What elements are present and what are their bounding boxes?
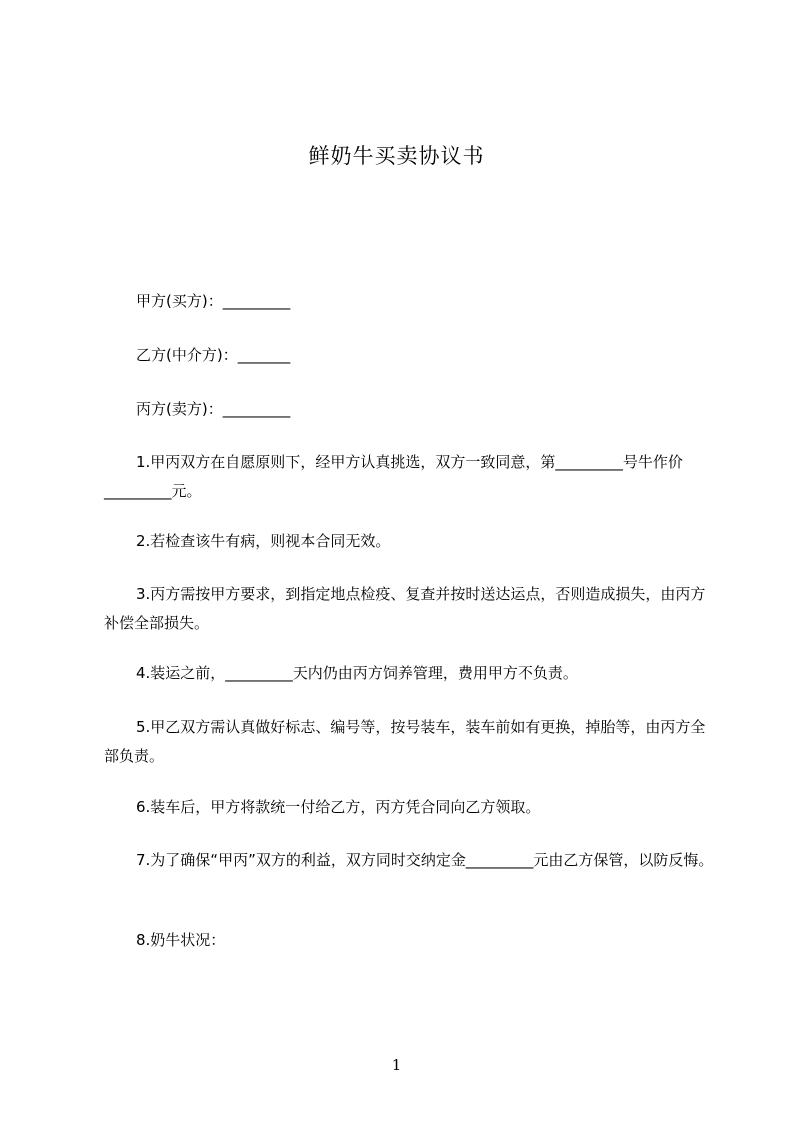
page-number: 1 xyxy=(391,1056,402,1074)
clause-7: 7.为了确保“甲丙”双方的利益，双方同时交纳定金_________元由乙方保管，以防反悔。 xyxy=(136,851,714,869)
party-intermediary: 乙方(中介方)：_______ xyxy=(136,346,291,364)
clause-6: 6.装车后，甲方将款统一付给乙方，丙方凭合同向乙方领取。 xyxy=(136,798,541,816)
document-title: 鲜奶牛买卖协议书 xyxy=(308,144,485,168)
party-buyer: 甲方(买方)：_________ xyxy=(136,292,291,310)
clause-1: 1.甲丙双方在自愿原则下，经甲方认真挑选，双方一致同意，第_________号牛作价_________元。 xyxy=(104,453,683,500)
clause-5: 5.甲乙双方需认真做好标志、编号等，按号装车，装车前如有更换，掉胎等，由丙方全部负责。 xyxy=(104,718,706,765)
party-seller: 丙方(卖方)：_________ xyxy=(136,400,291,418)
clause-2: 2.若检查该牛有病，则视本合同无效。 xyxy=(136,532,391,550)
clause-3: 3.丙方需按甲方要求，到指定地点检疫、复查并按时送达运点，否则造成损失，由丙方补偿全部损失。 xyxy=(104,585,706,632)
clause-8: 8.奶牛状况： xyxy=(136,931,226,949)
clause-4: 4.装运之前，_________天内仍由丙方饲养管理，费用甲方不负责。 xyxy=(136,664,578,682)
